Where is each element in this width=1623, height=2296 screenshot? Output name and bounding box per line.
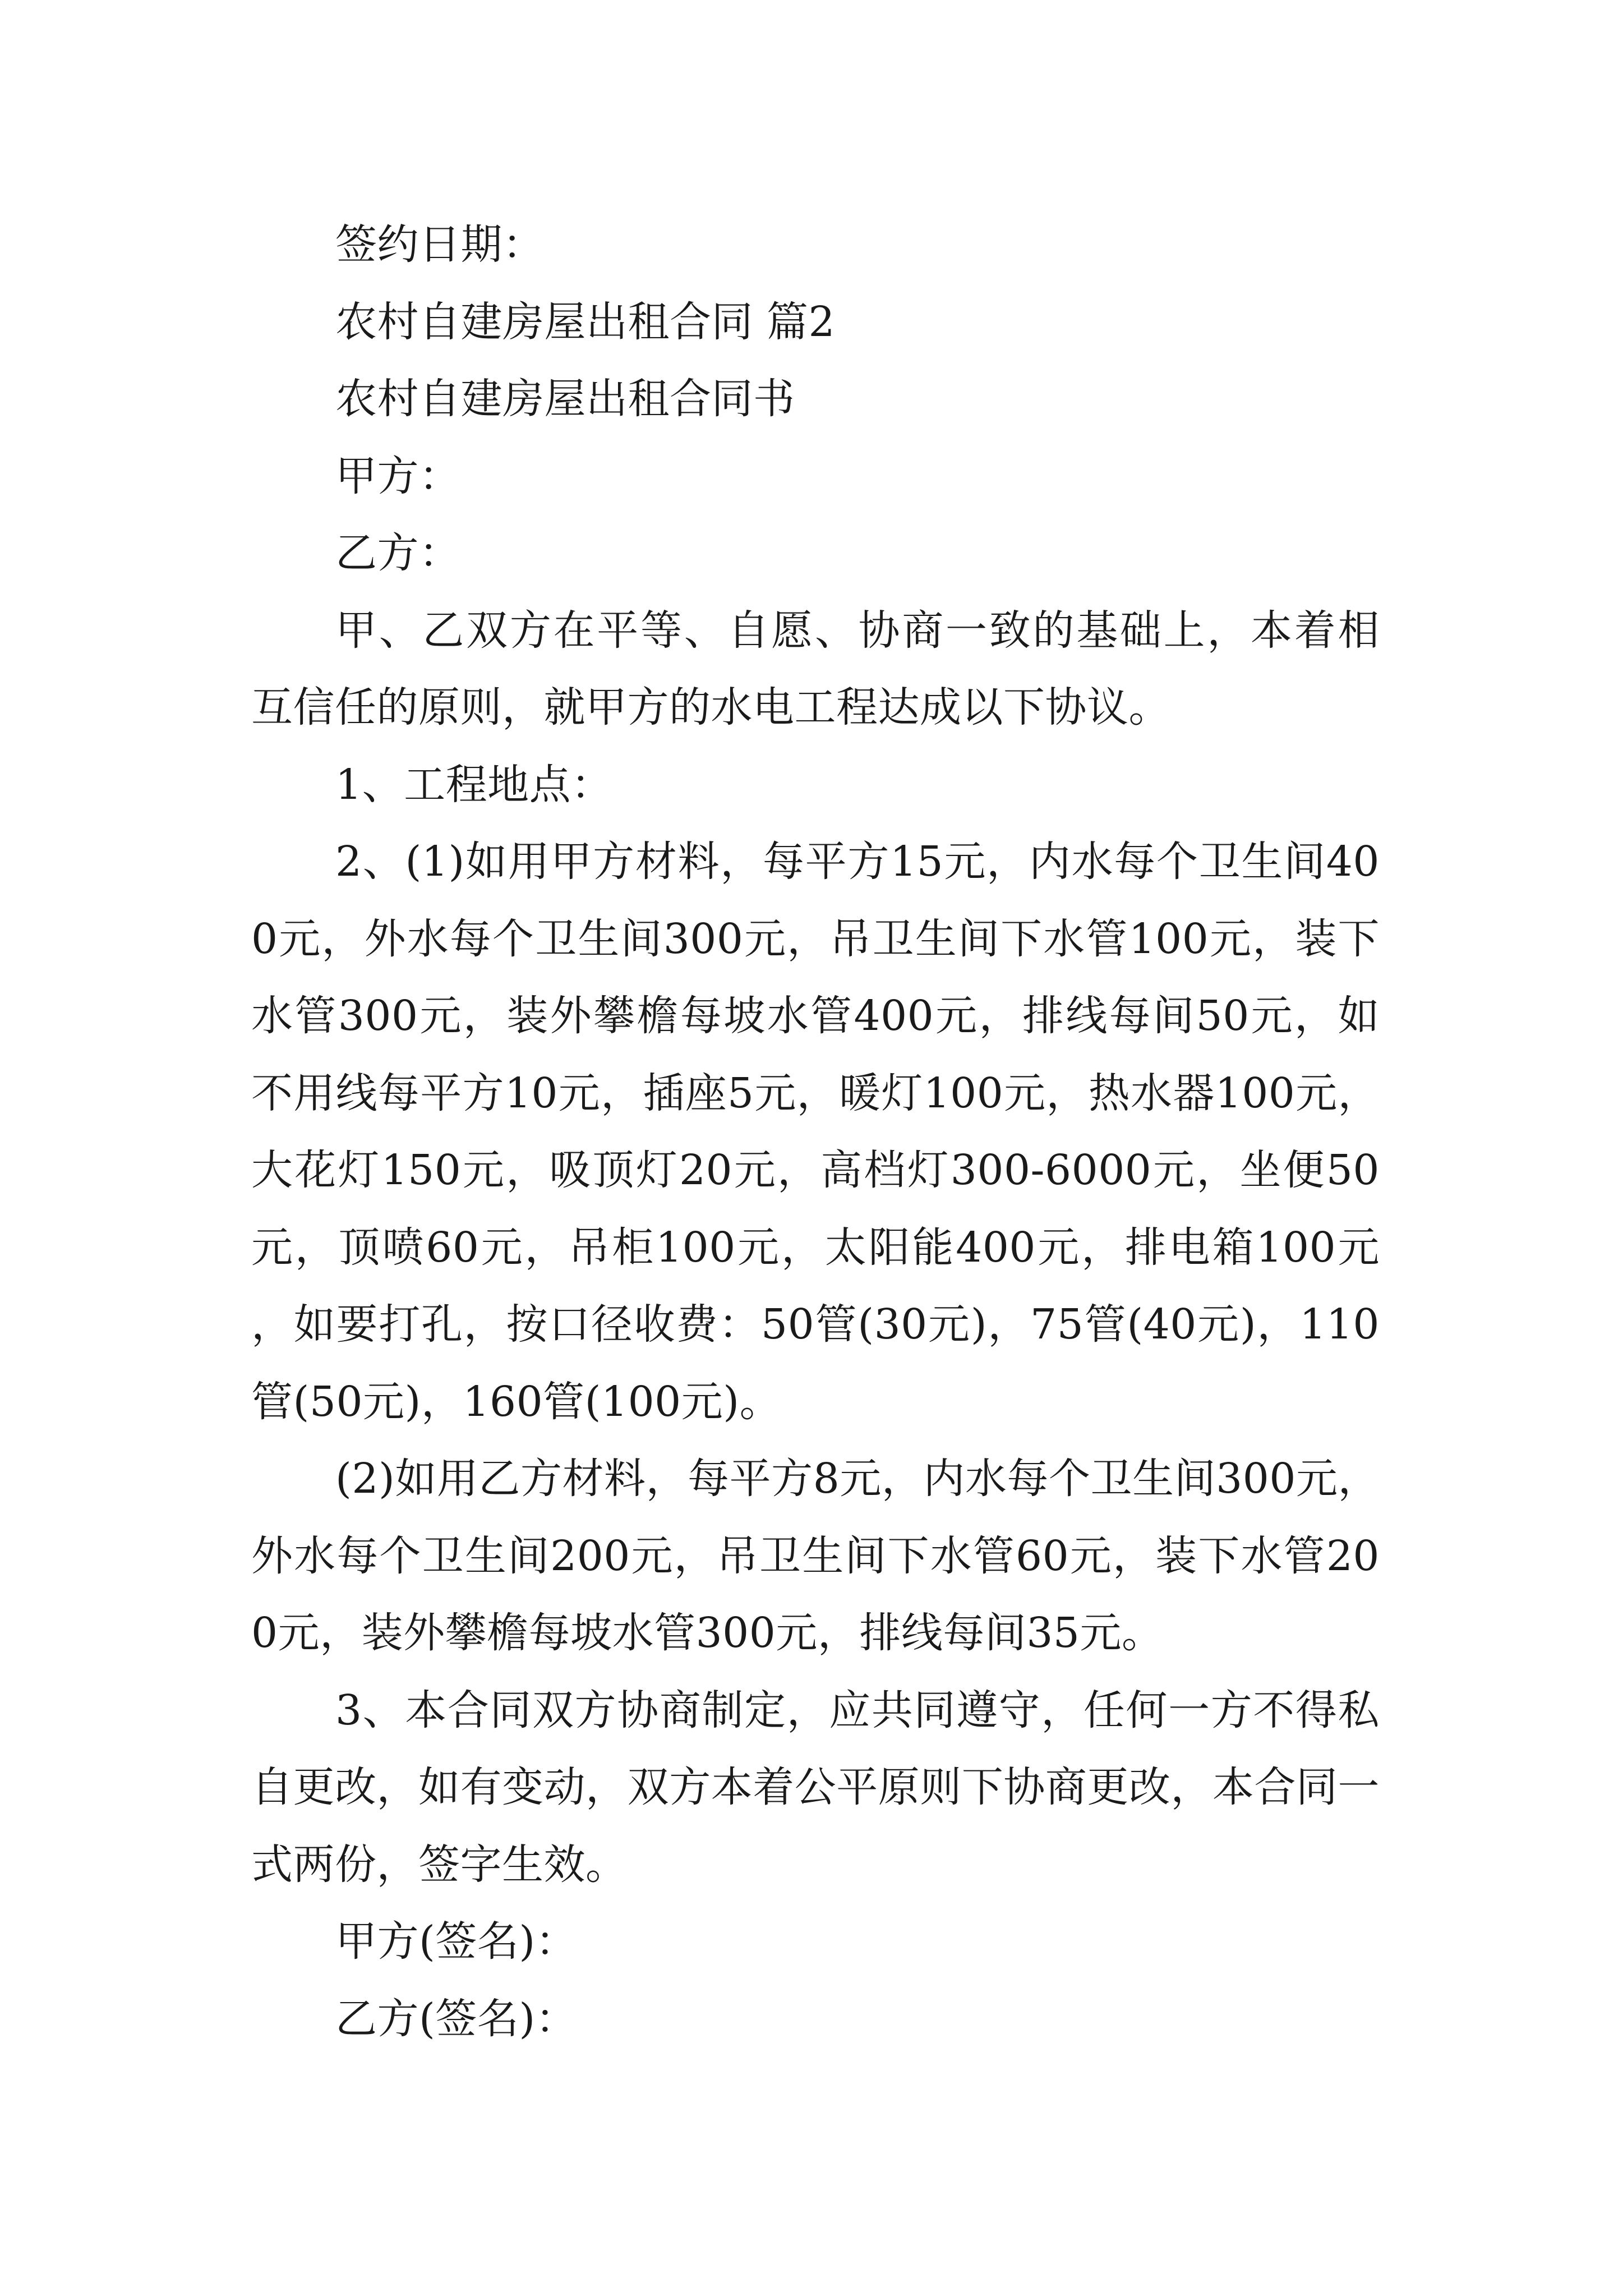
- document-body: [251, 206, 1380, 2058]
- preamble-paragraph: 甲、乙双方在平等、自愿、协商一致的基础上，本着相互信任的原则，就甲方的水电工程达成以下协议。: [251, 606, 1380, 731]
- party-a-line: 甲方：: [335, 452, 461, 500]
- contract-section-heading: 农村自建房屋出租合同 篇2: [335, 297, 836, 346]
- contract-title: 农村自建房屋出租合同书: [335, 375, 795, 423]
- party-a-signature-line: 甲方(签名)：: [335, 1917, 578, 1966]
- clause-2-party-a-materials: 2、(1)如用甲方材料，每平方15元，内水每个卫生间400元，外水每个卫生间300元，吊卫生间下水管100元，装下水管300元，装外攀檐每坡水管400元，排线每间50元，如不用线每平方10元，插座5元，暖灯100元，热水器100元，大花灯150元，吸顶灯20元，高档灯300-6000元，坐便50元，顶喷60元，吊柜100元，太阳能400元，排电箱100元，如要打孔，按口径收费：50管(30元)，75管(40元)，110管(50元)，160管(100元)。: [251, 838, 1380, 1426]
- party-b-signature-line: 乙方(签名)：: [335, 1994, 578, 2043]
- clause-1-location: 1、工程地点：: [335, 760, 613, 809]
- clause-3-amendments: 3、本合同双方协商制定，应共同遵守，任何一方不得私自更改，如有变动，双方本着公平原则下协商更改，本合同一式两份，签字生效。: [251, 1686, 1380, 1889]
- clause-2-party-b-materials: (2)如用乙方材料，每平方8元，内水每个卫生间300元，外水每个卫生间200元，吊卫生间下水管60元，装下水管200元，装外攀檐每坡水管300元，排线每间35元。: [251, 1455, 1380, 1657]
- party-b-line: 乙方：: [335, 529, 461, 577]
- signing-date-line: 签约日期：: [335, 220, 545, 269]
